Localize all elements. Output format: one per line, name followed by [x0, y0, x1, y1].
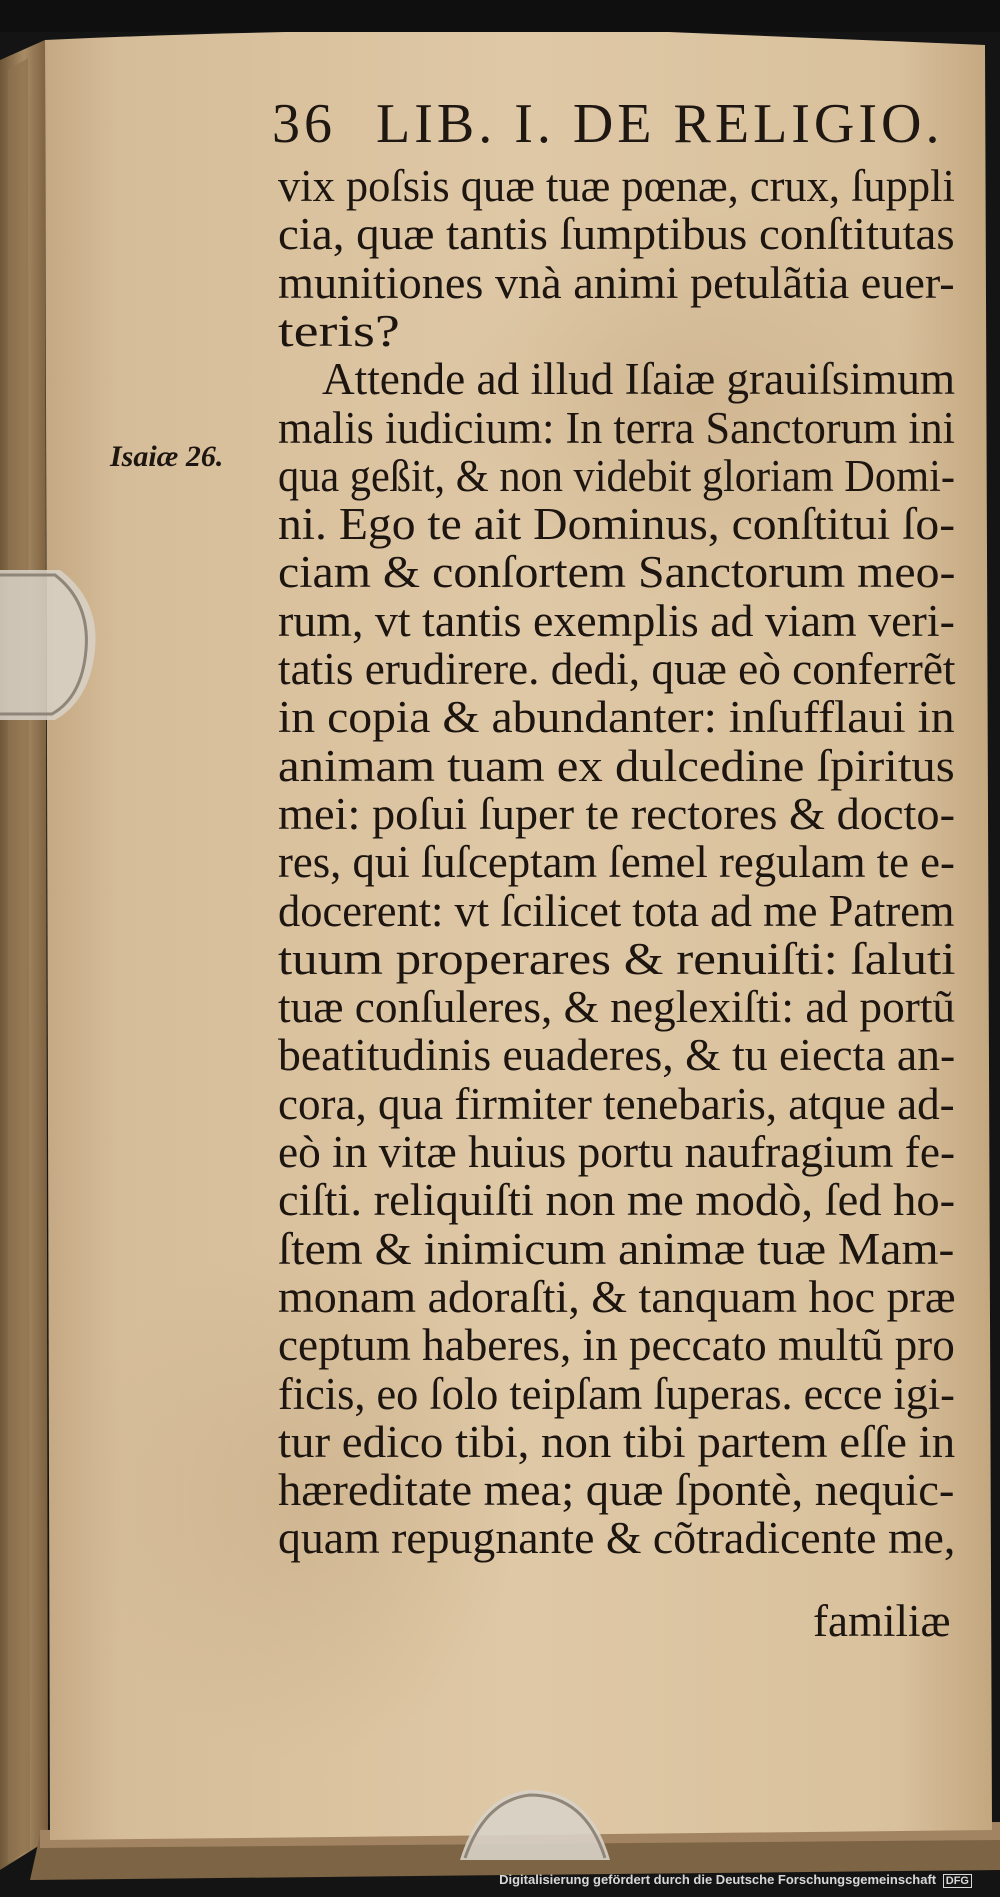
text-line: ni. Ego te ait Dominus, conſtitui ſo-	[278, 499, 956, 550]
text-line: res, qui ſuſceptam ſemel regulam te e-	[278, 837, 955, 888]
text-line: munitiones vnà animi petulãtia euer-	[278, 257, 955, 308]
text-line: docerent: vt ſcilicet tota ad me Patrem	[278, 885, 955, 936]
text-line: beatitudinis euaderes, & tu eiecta an-	[278, 1030, 956, 1081]
text-line: tur edico tibi, non tibi partem eſſe in	[278, 1416, 956, 1467]
text-line: animam tuam ex dulcedine ſpiritus	[278, 740, 955, 791]
catchword: familiæ	[813, 1596, 951, 1646]
text-line: tatis erudirere. dedi, quæ eò conferrẽt	[278, 644, 956, 694]
text-line: teris?	[278, 305, 400, 356]
text-line: ſtem & inimicum animæ tuæ Mam-	[278, 1223, 955, 1274]
text-line: ceptum haberes, in peccato multũ pro	[278, 1320, 955, 1371]
text-line: qua geßit, & non videbit gloriam Domi-	[278, 450, 955, 501]
text-line: rum, vt tantis exemplis ad viam veri-	[278, 595, 955, 646]
text-line: hæreditate mea; quæ ſpontè, nequic-	[278, 1465, 955, 1516]
text-line: mei: poſui ſuper te rectores & docto-	[278, 788, 956, 839]
text-line: ciam & conſortem Sanctorum meo-	[278, 547, 956, 598]
text-line: Attende ad illud Iſaiæ grauiſsimum	[322, 354, 956, 405]
text-line: monam adoraſti, & tanquam hoc præ	[278, 1271, 956, 1322]
text-line: ficis, eo ſolo teipſam ſuperas. ecce igi-	[278, 1368, 955, 1419]
text-line: quam repugnante & cõtradicente me,	[278, 1513, 956, 1564]
text-line: malis iudicium: In terra Sanctorum ini	[278, 402, 955, 453]
running-title: LIB. I. DE RELIGIO.	[376, 93, 944, 155]
text-line: vix poſsis quæ tuæ pœnæ, crux, ſuppli	[278, 161, 955, 211]
text-line: cia, quæ tantis ſumptibus conſtitutas	[278, 209, 955, 260]
dfg-logo: DFG	[943, 1874, 972, 1888]
text-line: tuum properares & renuiſti: ſaluti	[278, 933, 956, 984]
text-line: ciſti. reliquiſti non me modò, ſed ho-	[278, 1175, 956, 1226]
digitization-credit	[499, 1872, 972, 1888]
text-line: tuæ conſuleres, & neglexiſti: ad portũ	[278, 982, 956, 1033]
running-header	[272, 92, 943, 156]
page-number: 36	[272, 93, 336, 155]
text-line: cora, qua firmiter tenebaris, atque ad-	[278, 1078, 955, 1129]
text-line: eò in vitæ huius portu naufragium fe-	[278, 1127, 956, 1177]
text-line: in copia & abundanter: inſufflaui in	[278, 692, 955, 743]
credit-text: Digitalisierung gefördert durch die Deutsche Forschungsgemeinschaft	[499, 1872, 937, 1887]
marginal-note: Isaiæ 26.	[110, 440, 224, 473]
